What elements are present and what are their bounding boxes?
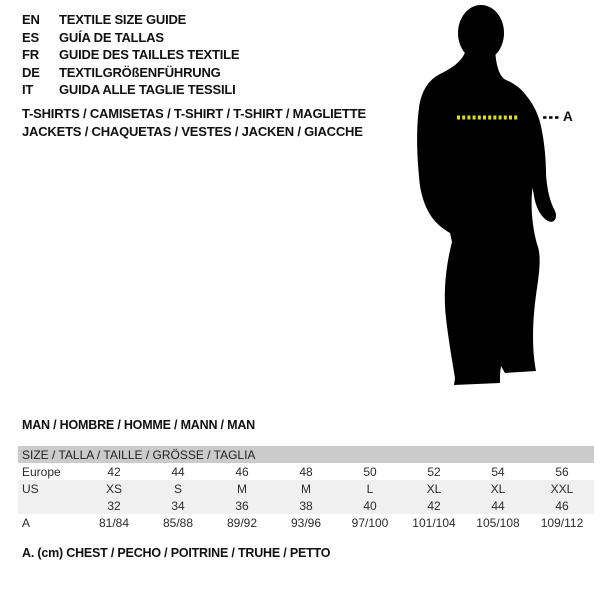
table-cell: 101/104 <box>412 515 456 530</box>
table-cell: 81/84 <box>98 515 130 530</box>
table-cell: XXL <box>550 481 574 496</box>
measure-label-a: A <box>563 109 573 124</box>
language-code: ES <box>22 29 39 45</box>
row-label: US <box>22 481 39 496</box>
table-cell: 42 <box>427 498 441 513</box>
section-title-man: MAN / HOMBRE / HOMME / MANN / MAN <box>22 418 255 432</box>
language-code: EN <box>22 12 40 28</box>
table-cell: L <box>366 481 374 496</box>
list-item <box>22 46 239 64</box>
table-cell: XL <box>426 481 442 496</box>
list-item <box>22 11 239 29</box>
table-cell: 44 <box>171 464 185 479</box>
row-label: A <box>22 515 31 530</box>
table-cell: S <box>173 481 182 496</box>
table-cell: 38 <box>299 498 313 513</box>
table-cell: 46 <box>555 498 569 513</box>
category-line-tshirts: T-SHIRTS / CAMISETAS / T-SHIRT / T-SHIRT / MAGLIETTE <box>22 106 366 121</box>
language-label: GUÍA DE TALLAS <box>59 29 164 45</box>
man-silhouette-figure <box>400 0 600 400</box>
size-table-header: SIZE / TALLA / TAILLE / GRÖSSE / TAGLIA <box>18 446 594 463</box>
table-cell: 105/108 <box>476 515 520 530</box>
category-line-jackets: JACKETS / CHAQUETAS / VESTES / JACKEN / GIACCHE <box>22 123 363 139</box>
table-cell: 54 <box>491 464 505 479</box>
table-cell: 40 <box>363 498 377 513</box>
table-cell: XS <box>105 481 122 496</box>
list-item <box>22 81 239 99</box>
table-row-europe <box>18 463 594 480</box>
table-cell: M <box>301 481 311 496</box>
language-label: GUIDA ALLE TAGLIE TESSILI <box>59 82 236 98</box>
table-cell: 44 <box>491 498 505 513</box>
table-row-us-numeric <box>18 497 594 514</box>
table-cell: 52 <box>427 464 441 479</box>
language-code: IT <box>22 82 34 98</box>
table-row-us <box>18 480 594 497</box>
table-cell: M <box>237 481 247 496</box>
language-code: DE <box>22 64 40 80</box>
language-label: TEXTILE SIZE GUIDE <box>59 12 187 28</box>
table-cell: 34 <box>171 498 185 513</box>
table-cell: 32 <box>107 498 121 513</box>
table-cell: 89/92 <box>226 515 258 530</box>
table-cell: XL <box>490 481 506 496</box>
table-cell: 50 <box>363 464 377 479</box>
table-cell: 56 <box>555 464 569 479</box>
language-label: GUIDE DES TAILLES TEXTILE <box>59 47 240 63</box>
table-cell: 85/88 <box>162 515 194 530</box>
language-guide-list <box>22 11 239 99</box>
table-cell: 46 <box>235 464 249 479</box>
row-label: Europe <box>22 464 61 479</box>
table-cell: 93/96 <box>290 515 322 530</box>
measurement-footnote: A. (cm) CHEST / PECHO / POITRINE / TRUHE / PETTO <box>22 546 331 560</box>
table-cell: 97/100 <box>351 515 389 530</box>
list-item <box>22 64 239 82</box>
size-table <box>18 446 594 531</box>
list-item <box>22 29 239 47</box>
table-cell: 48 <box>299 464 313 479</box>
table-cell: 36 <box>235 498 249 513</box>
table-cell: 109/112 <box>540 515 584 530</box>
garment-categories <box>22 105 366 140</box>
language-code: FR <box>22 47 39 63</box>
language-label: TEXTILGRÖßENFÜHRUNG <box>59 64 221 80</box>
table-cell: 42 <box>107 464 121 479</box>
table-row-chest-a <box>18 514 594 531</box>
